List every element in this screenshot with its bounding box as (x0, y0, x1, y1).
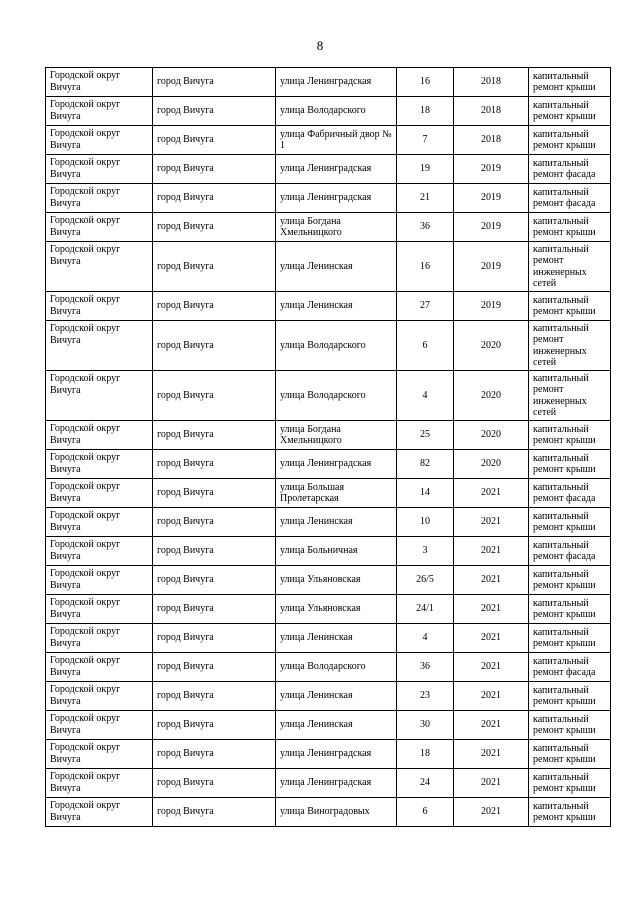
cell-area: Городской округ Вичуга (46, 566, 153, 595)
cell-house-number: 82 (397, 450, 454, 479)
cell-street: улица Володарского (276, 321, 397, 371)
cell-street: улица Володарского (276, 371, 397, 421)
table-row (46, 624, 611, 653)
cell-area: Городской округ Вичуга (46, 184, 153, 213)
cell-house-number: 24 (397, 769, 454, 798)
cell-area: Городской округ Вичуга (46, 653, 153, 682)
cell-work-type: капитальный ремонт крыши (529, 292, 611, 321)
table-row (46, 421, 611, 450)
cell-work-type: капитальный ремонт крыши (529, 740, 611, 769)
table-row (46, 242, 611, 292)
table-row (46, 184, 611, 213)
cell-house-number: 25 (397, 421, 454, 450)
cell-area: Городской округ Вичуга (46, 126, 153, 155)
cell-area: Городской округ Вичуга (46, 537, 153, 566)
cell-area: Городской округ Вичуга (46, 68, 153, 97)
cell-house-number: 30 (397, 711, 454, 740)
cell-city: город Вичуга (153, 321, 276, 371)
cell-work-type: капитальный ремонт инженерных сетей (529, 321, 611, 371)
cell-house-number: 18 (397, 97, 454, 126)
cell-street: улица Володарского (276, 653, 397, 682)
cell-area: Городской округ Вичуга (46, 508, 153, 537)
cell-work-type: капитальный ремонт крыши (529, 769, 611, 798)
cell-street: улица Ленинградская (276, 450, 397, 479)
cell-city: город Вичуга (153, 213, 276, 242)
cell-street: улица Богдана Хмельницкого (276, 421, 397, 450)
cell-year: 2020 (454, 421, 529, 450)
cell-work-type: капитальный ремонт крыши (529, 566, 611, 595)
cell-area: Городской округ Вичуга (46, 242, 153, 292)
table-row (46, 508, 611, 537)
cell-work-type: капитальный ремонт фасада (529, 155, 611, 184)
table-row (46, 126, 611, 155)
cell-year: 2021 (454, 537, 529, 566)
table-row (46, 682, 611, 711)
cell-city: город Вичуга (153, 653, 276, 682)
cell-street: улица Ульяновская (276, 566, 397, 595)
table-row (46, 740, 611, 769)
cell-year: 2021 (454, 595, 529, 624)
cell-city: город Вичуга (153, 508, 276, 537)
cell-street: улица Ленинградская (276, 155, 397, 184)
table-row (46, 97, 611, 126)
cell-street: улица Виноградовых (276, 798, 397, 827)
cell-year: 2019 (454, 242, 529, 292)
cell-street: улица Ленинградская (276, 184, 397, 213)
cell-house-number: 3 (397, 537, 454, 566)
table-row (46, 566, 611, 595)
table-row (46, 450, 611, 479)
cell-year: 2021 (454, 682, 529, 711)
cell-city: город Вичуга (153, 126, 276, 155)
cell-street: улица Ленинская (276, 624, 397, 653)
cell-house-number: 16 (397, 242, 454, 292)
cell-year: 2021 (454, 711, 529, 740)
table-row (46, 371, 611, 421)
cell-house-number: 7 (397, 126, 454, 155)
cell-house-number: 6 (397, 321, 454, 371)
table-row (46, 537, 611, 566)
cell-year: 2018 (454, 68, 529, 97)
table-row (46, 321, 611, 371)
cell-street: улица Ленинградская (276, 68, 397, 97)
cell-house-number: 16 (397, 68, 454, 97)
cell-house-number: 10 (397, 508, 454, 537)
cell-city: город Вичуга (153, 68, 276, 97)
cell-year: 2019 (454, 213, 529, 242)
table-row (46, 711, 611, 740)
cell-city: город Вичуга (153, 566, 276, 595)
cell-city: город Вичуга (153, 371, 276, 421)
cell-city: город Вичуга (153, 242, 276, 292)
repair-schedule-table (45, 67, 611, 827)
cell-area: Городской округ Вичуга (46, 479, 153, 508)
cell-year: 2021 (454, 798, 529, 827)
cell-work-type: капитальный ремонт инженерных сетей (529, 242, 611, 292)
cell-year: 2021 (454, 624, 529, 653)
cell-city: город Вичуга (153, 537, 276, 566)
cell-street: улица Богдана Хмельницкого (276, 213, 397, 242)
cell-year: 2021 (454, 769, 529, 798)
cell-street: улица Ленинская (276, 711, 397, 740)
cell-year: 2021 (454, 479, 529, 508)
cell-area: Городской округ Вичуга (46, 711, 153, 740)
cell-area: Городской округ Вичуга (46, 450, 153, 479)
table-row (46, 595, 611, 624)
cell-year: 2020 (454, 321, 529, 371)
cell-work-type: капитальный ремонт фасада (529, 537, 611, 566)
cell-area: Городской округ Вичуга (46, 798, 153, 827)
cell-year: 2021 (454, 508, 529, 537)
cell-year: 2018 (454, 97, 529, 126)
table-row (46, 653, 611, 682)
cell-city: город Вичуга (153, 595, 276, 624)
table-row (46, 292, 611, 321)
table-row (46, 68, 611, 97)
cell-year: 2019 (454, 292, 529, 321)
cell-city: город Вичуга (153, 798, 276, 827)
cell-street: улица Ленинская (276, 682, 397, 711)
table-row (46, 479, 611, 508)
cell-city: город Вичуга (153, 155, 276, 184)
cell-work-type: капитальный ремонт фасада (529, 184, 611, 213)
cell-work-type: капитальный ремонт крыши (529, 595, 611, 624)
cell-area: Городской округ Вичуга (46, 371, 153, 421)
cell-street: улица Ленинская (276, 292, 397, 321)
cell-street: улица Ленинская (276, 242, 397, 292)
cell-year: 2018 (454, 126, 529, 155)
cell-area: Городской округ Вичуга (46, 682, 153, 711)
cell-area: Городской округ Вичуга (46, 321, 153, 371)
cell-city: город Вичуга (153, 624, 276, 653)
cell-street: улица Ленинская (276, 508, 397, 537)
cell-work-type: капитальный ремонт крыши (529, 421, 611, 450)
cell-area: Городской округ Вичуга (46, 421, 153, 450)
table-row (46, 213, 611, 242)
cell-year: 2020 (454, 450, 529, 479)
cell-work-type: капитальный ремонт крыши (529, 624, 611, 653)
cell-house-number: 26/5 (397, 566, 454, 595)
cell-work-type: капитальный ремонт крыши (529, 682, 611, 711)
cell-street: улица Ленинградская (276, 740, 397, 769)
cell-house-number: 19 (397, 155, 454, 184)
cell-house-number: 18 (397, 740, 454, 769)
cell-street: улица Ленинградская (276, 769, 397, 798)
cell-street: улица Большая Пролетарская (276, 479, 397, 508)
cell-street: улица Фабричный двор № 1 (276, 126, 397, 155)
cell-year: 2019 (454, 155, 529, 184)
cell-year: 2021 (454, 566, 529, 595)
cell-city: город Вичуга (153, 711, 276, 740)
cell-work-type: капитальный ремонт крыши (529, 798, 611, 827)
cell-city: город Вичуга (153, 682, 276, 711)
cell-house-number: 36 (397, 653, 454, 682)
cell-house-number: 27 (397, 292, 454, 321)
cell-house-number: 14 (397, 479, 454, 508)
cell-house-number: 21 (397, 184, 454, 213)
cell-street: улица Володарского (276, 97, 397, 126)
cell-work-type: капитальный ремонт инженерных сетей (529, 371, 611, 421)
cell-city: город Вичуга (153, 769, 276, 798)
cell-year: 2021 (454, 740, 529, 769)
cell-city: город Вичуга (153, 421, 276, 450)
cell-area: Городской округ Вичуга (46, 213, 153, 242)
cell-house-number: 36 (397, 213, 454, 242)
cell-work-type: капитальный ремонт крыши (529, 508, 611, 537)
cell-work-type: капитальный ремонт крыши (529, 126, 611, 155)
cell-house-number: 4 (397, 624, 454, 653)
cell-city: город Вичуга (153, 97, 276, 126)
cell-area: Городской округ Вичуга (46, 595, 153, 624)
table-row (46, 769, 611, 798)
cell-city: город Вичуга (153, 740, 276, 769)
cell-work-type: капитальный ремонт крыши (529, 711, 611, 740)
cell-work-type: капитальный ремонт крыши (529, 450, 611, 479)
cell-area: Городской округ Вичуга (46, 292, 153, 321)
cell-house-number: 4 (397, 371, 454, 421)
cell-city: город Вичуга (153, 479, 276, 508)
cell-city: город Вичуга (153, 292, 276, 321)
cell-year: 2020 (454, 371, 529, 421)
cell-area: Городской округ Вичуга (46, 740, 153, 769)
cell-street: улица Больничная (276, 537, 397, 566)
cell-area: Городской округ Вичуга (46, 97, 153, 126)
cell-work-type: капитальный ремонт крыши (529, 213, 611, 242)
cell-street: улица Ульяновская (276, 595, 397, 624)
table-row (46, 155, 611, 184)
cell-area: Городской округ Вичуга (46, 769, 153, 798)
cell-area: Городской округ Вичуга (46, 624, 153, 653)
cell-work-type: капитальный ремонт фасада (529, 653, 611, 682)
table-row (46, 798, 611, 827)
page-number: 8 (316, 38, 324, 53)
cell-house-number: 24/1 (397, 595, 454, 624)
cell-house-number: 23 (397, 682, 454, 711)
cell-city: город Вичуга (153, 184, 276, 213)
cell-year: 2021 (454, 653, 529, 682)
cell-work-type: капитальный ремонт крыши (529, 68, 611, 97)
cell-area: Городской округ Вичуга (46, 155, 153, 184)
cell-work-type: капитальный ремонт крыши (529, 97, 611, 126)
cell-year: 2019 (454, 184, 529, 213)
cell-work-type: капитальный ремонт фасада (529, 479, 611, 508)
cell-city: город Вичуга (153, 450, 276, 479)
cell-house-number: 6 (397, 798, 454, 827)
